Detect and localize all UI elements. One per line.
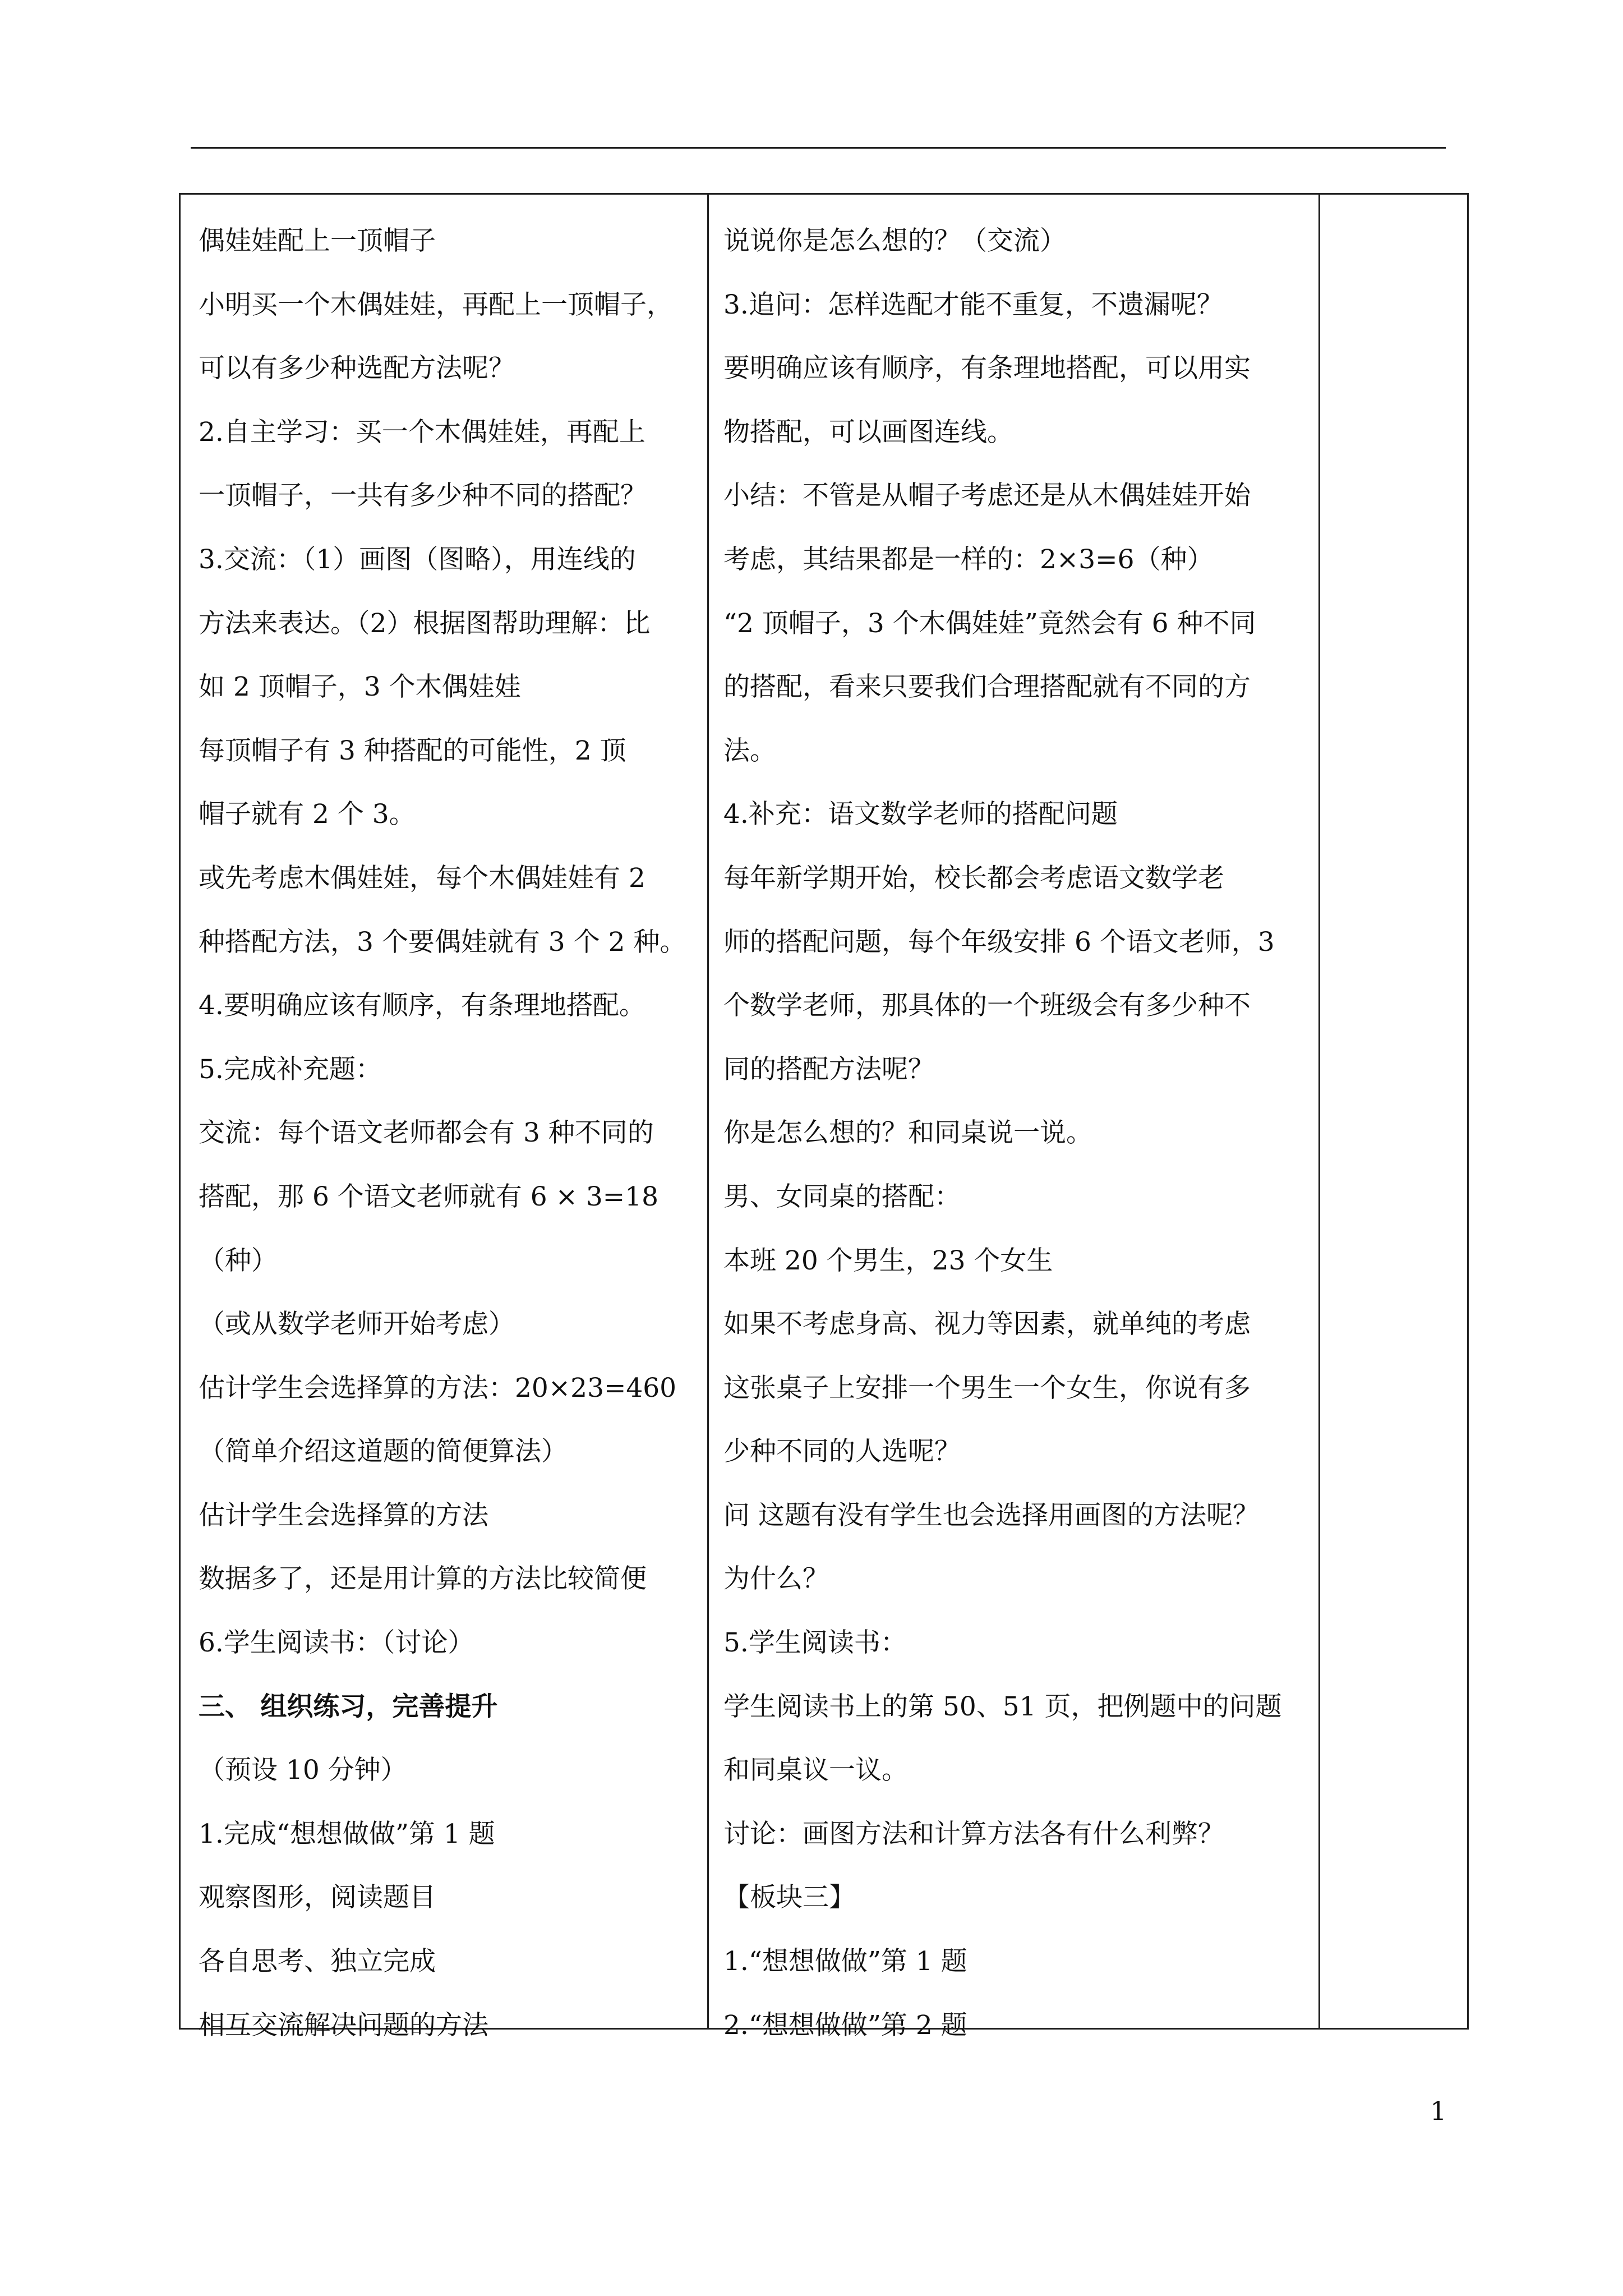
middle-column-line: 这张桌子上安排一个男生一个女生，你说有多 (723, 1372, 1251, 1404)
left-column-line: 种搭配方法，3 个要偶娃就有 3 个 2 种。 (199, 926, 686, 958)
middle-column-line: 你是怎么想的？和同桌说一说。 (723, 1117, 1092, 1149)
left-column-line: 帽子就有 2 个 3。 (199, 799, 416, 830)
middle-column-line: 每年新学期开始，校长都会考虑语文数学老 (723, 862, 1224, 894)
left-column-line: 观察图形，阅读题目 (199, 1882, 436, 1913)
left-column-line: 5.完成补充题： (199, 1053, 382, 1085)
left-column-line: 3.交流：（1）画图（图略），用连线的 (199, 544, 636, 575)
left-column-line: （简单介绍这道题的简便算法） (199, 1436, 568, 1467)
left-column-line: 2.自主学习：买一个木偶娃娃，再配上 (199, 416, 645, 448)
left-column-line: 方法来表达。（2）根据图帮助理解：比 (199, 608, 651, 639)
middle-column-line: 师的搭配问题，每个年级安排 6 个语文老师，3 (723, 926, 1275, 958)
left-column-line: （预设 10 分钟） (199, 1755, 407, 1786)
middle-column-line: 法。 (723, 735, 776, 766)
left-column-line: 一顶帽子，一共有多少种不同的搭配？ (199, 480, 647, 512)
middle-column-line: 本班 20 个男生，23 个女生 (723, 1245, 1053, 1276)
middle-column-line: 说说你是怎么想的？（交流） (723, 226, 1066, 256)
middle-column-line: 个数学老师，那具体的一个班级会有多少种不 (723, 990, 1251, 1022)
left-column-line: 三、 组织练习，完善提升 (199, 1691, 498, 1722)
middle-column-line: 为什么？ (723, 1563, 829, 1595)
left-column-line: 数据多了，还是用计算的方法比较简便 (199, 1563, 647, 1595)
page-number: 1 (1430, 2096, 1447, 2126)
header-rule (191, 147, 1446, 149)
middle-column-line: 考虑，其结果都是一样的：2×3=6（种） (723, 544, 1214, 575)
middle-column-line: 学生阅读书上的第 50、51 页，把例题中的问题 (723, 1691, 1282, 1722)
middle-column-line: 男、女同桌的搭配： (723, 1181, 961, 1212)
middle-column-line: 【板块三】 (723, 1882, 855, 1913)
middle-column-line: “2 顶帽子，3 个木偶娃娃”竟然会有 6 种不同 (723, 608, 1256, 639)
middle-column-line: 物搭配，可以画图连线。 (723, 416, 1013, 448)
teacher-activity-column (723, 209, 1497, 2057)
left-column-line: （或从数学老师开始考虑） (199, 1309, 515, 1340)
middle-column-line: 问 这题有没有学生也会选择用画图的方法呢？ (723, 1499, 1259, 1531)
middle-column-line: 如果不考虑身高、视力等因素，就单纯的考虑 (723, 1309, 1251, 1340)
left-column-line: 如 2 顶帽子，3 个木偶娃娃 (199, 671, 521, 703)
left-column-line: 偶娃娃配上一顶帽子 (199, 226, 436, 256)
left-column-line: 各自思考、独立完成 (199, 1946, 436, 1977)
middle-column-line: 的搭配，看来只要我们合理搭配就有不同的方 (723, 671, 1251, 703)
middle-column-line: 5.学生阅读书： (723, 1627, 907, 1659)
left-column-line: 小明买一个木偶娃娃，再配上一顶帽子， (199, 289, 673, 320)
left-column-line: 估计学生会选择算的方法：20×23=460 (199, 1372, 677, 1404)
left-column-line: 4.要明确应该有顺序，有条理地搭配。 (199, 990, 645, 1022)
left-column-line: 相互交流解决问题的方法 (199, 2009, 488, 2041)
middle-column-line: 讨论：画图方法和计算方法各有什么利弊？ (723, 1818, 1224, 1849)
student-activity-column (199, 209, 698, 2057)
middle-column-line: 和同桌议一议。 (723, 1755, 908, 1786)
middle-column-line: 1.“想想做做”第 1 题 (723, 1946, 967, 1977)
middle-column-line: 4.补充：语文数学老师的搭配问题 (723, 799, 1118, 830)
left-column-line: 每顶帽子有 3 种搭配的可能性，2 顶 (199, 735, 626, 766)
lesson-table (179, 193, 1469, 2041)
middle-column-line: 要明确应该有顺序，有条理地搭配，可以用实 (723, 353, 1251, 384)
left-column-line: 或先考虑木偶娃娃，每个木偶娃娃有 2 (199, 862, 645, 894)
left-column-line: 1.完成“想想做做”第 1 题 (199, 1818, 495, 1849)
left-column-line: 估计学生会选择算的方法 (199, 1499, 488, 1531)
middle-column-line: 3.追问：怎样选配才能不重复，不遗漏呢？ (723, 289, 1223, 320)
middle-column-line: 2.“想想做做”第 2 题 (723, 2009, 967, 2041)
left-column-line: 交流：每个语文老师都会有 3 种不同的 (199, 1117, 654, 1149)
left-column-line: 搭配，那 6 个语文老师就有 6 × 3=18 (199, 1181, 658, 1212)
middle-column-line: 同的搭配方法呢？ (723, 1053, 934, 1085)
left-column-line: （种） (199, 1245, 278, 1276)
middle-column-line: 小结：不管是从帽子考虑还是从木偶娃娃开始 (723, 480, 1251, 512)
left-column-line: 可以有多少种选配方法呢？ (199, 353, 515, 384)
left-column-line: 6.学生阅读书：（讨论） (199, 1627, 474, 1659)
middle-column-line: 少种不同的人选呢？ (723, 1436, 961, 1467)
column-divider-1 (707, 195, 709, 2028)
